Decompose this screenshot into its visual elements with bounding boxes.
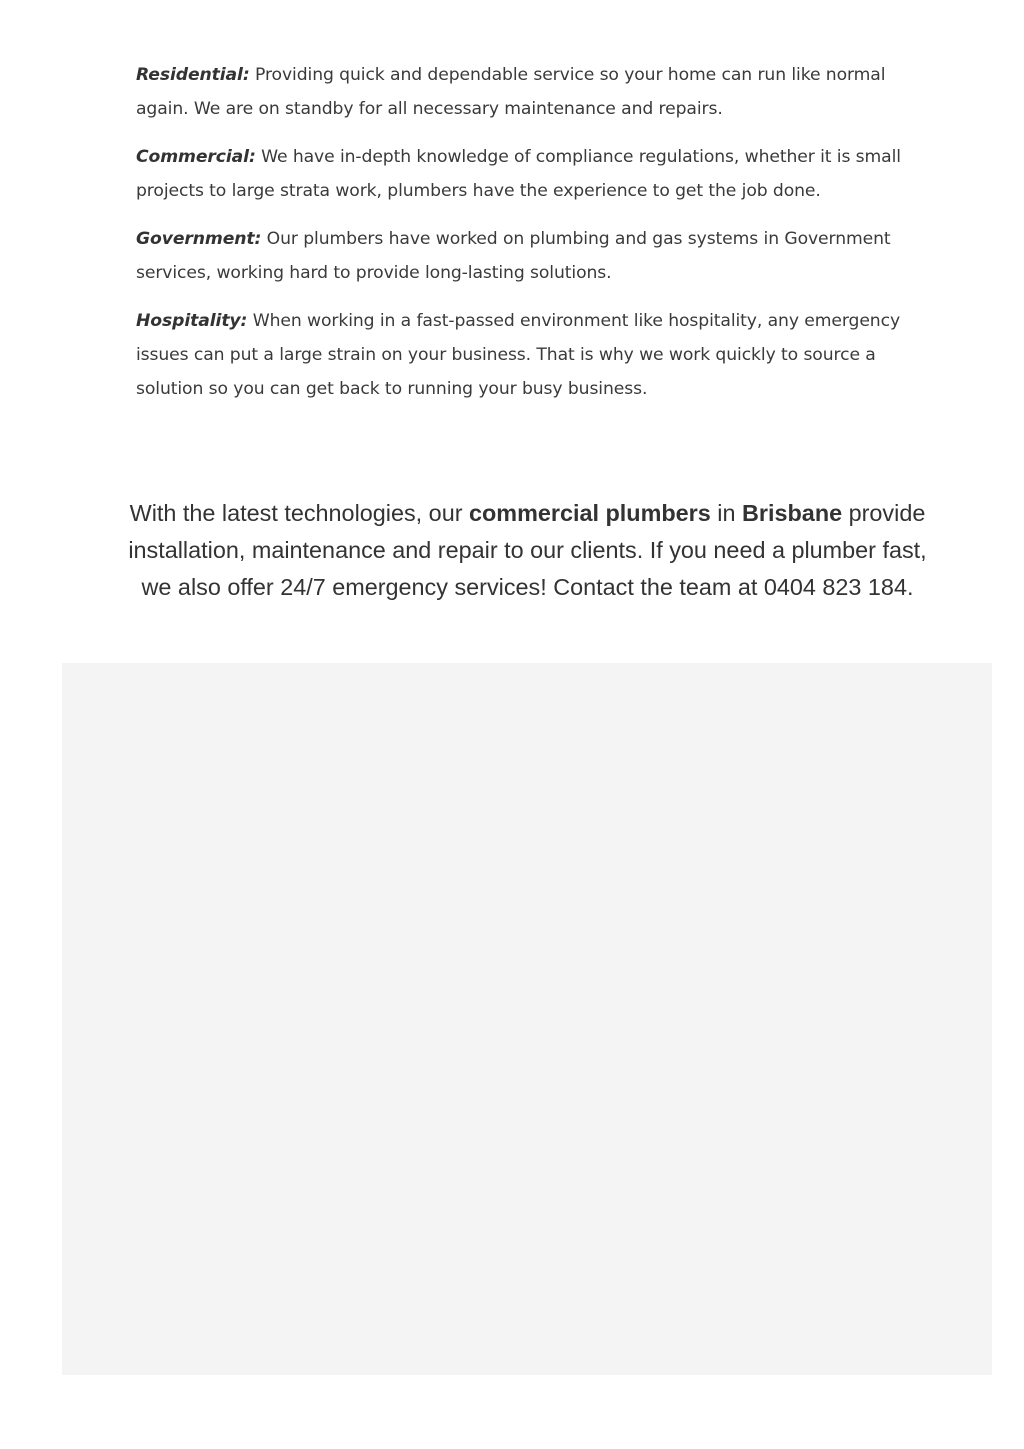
- cta-text-part2: in: [710, 500, 743, 527]
- cta-keyword-commercial-plumbers: commercial plumbers: [469, 500, 711, 527]
- service-label-hospitality: Hospitality:: [136, 311, 248, 331]
- service-text-hospitality: When working in a fast-passed environment like hospitality, any emergency issues can put a large strain on your business. That is why we work quickly to source a solution so you can get back to running your busy business.: [136, 311, 901, 399]
- service-label-commercial: Commercial:: [136, 147, 256, 167]
- service-label-government: Government:: [136, 229, 262, 249]
- service-item-government: [136, 222, 916, 290]
- service-item-hospitality: [136, 304, 916, 406]
- service-text-residential: Providing quick and dependable service so your home can run like normal again. We are on standby for all necessary maintenance and repairs.: [136, 65, 886, 119]
- service-item-residential: [136, 58, 916, 126]
- service-text-commercial: We have in-depth knowledge of compliance regulations, whether it is small projects to large strata work, plumbers have the experience to get the job done.: [136, 147, 901, 201]
- service-text-government: Our plumbers have worked on plumbing and gas systems in Government services, working hard to provide long-lasting solutions.: [136, 229, 891, 283]
- cta-text-part1: With the latest technologies, our: [129, 500, 469, 527]
- media-placeholder: [62, 663, 992, 1375]
- services-list: [136, 58, 916, 420]
- cta-text-part3: provide installation, maintenance and repair to our clients. If you need a plumber fast, we also offer 24/7 emergency services! Contact the team at 0404 823 184.: [128, 500, 927, 601]
- service-label-residential: Residential:: [136, 65, 250, 85]
- cta-paragraph: [120, 495, 935, 606]
- service-item-commercial: [136, 140, 916, 208]
- cta-keyword-brisbane: Brisbane: [742, 500, 843, 527]
